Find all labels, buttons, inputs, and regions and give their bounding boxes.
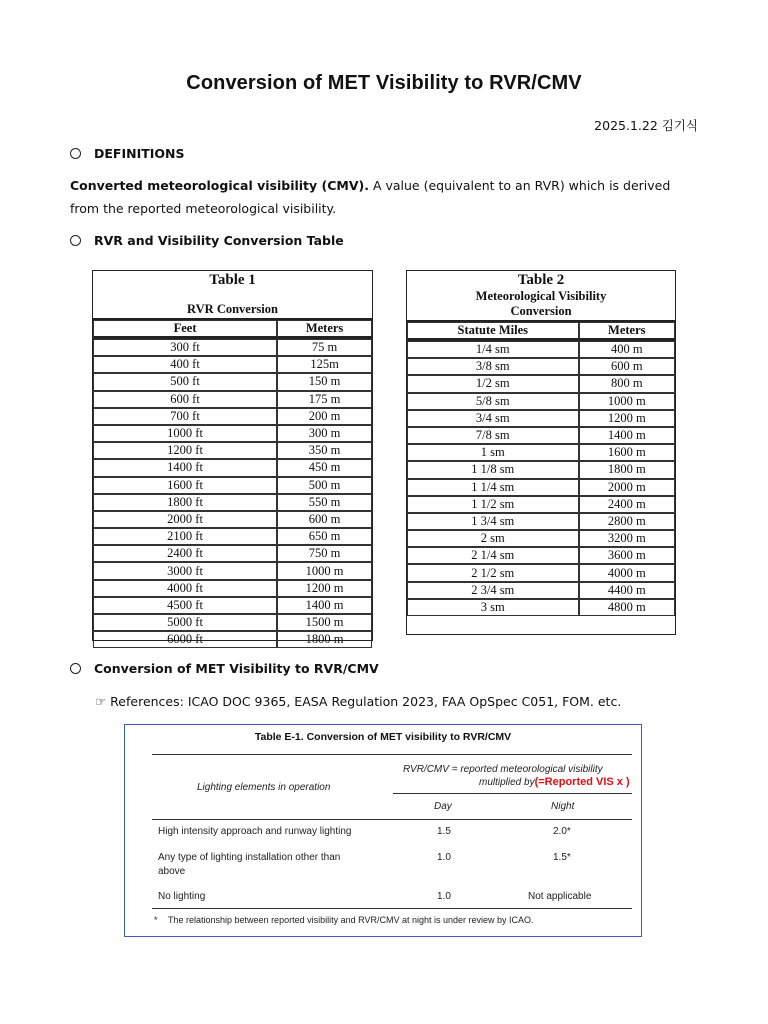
table2-cell-left: 3/4 sm <box>407 410 579 427</box>
table2-cell-left: 5/8 sm <box>407 393 579 410</box>
table1-cell-right: 1200 m <box>277 580 372 597</box>
table2-row <box>407 530 675 547</box>
row3-label: No lighting <box>158 891 206 902</box>
table2-cell-left: 1/4 sm <box>407 341 579 358</box>
row1-day: 1.5 <box>437 826 451 837</box>
table1-cell-left: 3000 ft <box>93 562 277 579</box>
table2-cell-right: 4800 m <box>579 599 675 616</box>
table2-cell-right: 3200 m <box>579 530 675 547</box>
table1-cell-left: 2100 ft <box>93 528 277 545</box>
table2-cell-right: 2000 m <box>579 479 675 496</box>
table1-cell-right: 600 m <box>277 511 372 528</box>
table2-row <box>407 461 675 478</box>
table1-cell-right: 350 m <box>277 442 372 459</box>
table1-row <box>93 494 372 511</box>
table1-row <box>93 580 372 597</box>
table2-cell-left: 1 sm <box>407 444 579 461</box>
table1-cell-right: 200 m <box>277 408 372 425</box>
table1-row <box>93 545 372 562</box>
table1-cell-left: 2000 ft <box>93 511 277 528</box>
table1-cell-left: 600 ft <box>93 391 277 408</box>
table2-cell-right: 2400 m <box>579 496 675 513</box>
formula-multiplied-by: multiplied by <box>479 777 535 788</box>
table1-cell-right: 300 m <box>277 425 372 442</box>
table1-col-meters: Meters <box>277 320 372 339</box>
table2-row <box>407 341 675 358</box>
definition-paragraph <box>70 174 700 220</box>
table1-row <box>93 459 372 476</box>
table2-cell-left: 7/8 sm <box>407 427 579 444</box>
table2-row <box>407 393 675 410</box>
table1-cell-right: 450 m <box>277 459 372 476</box>
table1-cell-right: 550 m <box>277 494 372 511</box>
bullet-circle-icon <box>70 663 81 674</box>
table2-cell-left: 1/2 sm <box>407 375 579 392</box>
table1-row <box>93 597 372 614</box>
table1-col-feet: Feet <box>93 320 277 339</box>
table1-cell-right: 1800 m <box>277 631 372 648</box>
table1-cell-right: 75 m <box>277 339 372 356</box>
table2-row <box>407 444 675 461</box>
table1-cell-right: 150 m <box>277 373 372 390</box>
table2-cell-left: 2 3/4 sm <box>407 582 579 599</box>
table2-header-row <box>407 322 675 341</box>
table1-row <box>93 425 372 442</box>
row2-day: 1.0 <box>437 852 451 863</box>
rule-header-bottom <box>152 819 632 820</box>
table1-cell-left: 400 ft <box>93 356 277 373</box>
table2-row <box>407 427 675 444</box>
table2-title: Table 2 <box>517 272 565 288</box>
table1-cell-left: 500 ft <box>93 373 277 390</box>
definition-text: A value (equivalent to an RVR) which is derived from the reported meteorological visibility. <box>70 178 671 216</box>
rvr-conversion-table <box>92 270 373 647</box>
conversion-section-heading <box>70 661 379 676</box>
table1-row <box>93 442 372 459</box>
table2-cell-right: 800 m <box>579 375 675 392</box>
table1-cell-left: 2400 ft <box>93 545 277 562</box>
table2-cell-right: 1400 m <box>579 427 675 444</box>
table2-cell-right: 3600 m <box>579 547 675 564</box>
formula-line-2 <box>479 776 630 788</box>
table1-cell-right: 1500 m <box>277 614 372 631</box>
table2-cell-right: 2800 m <box>579 513 675 530</box>
table1-row <box>93 614 372 631</box>
page-title: Conversion of MET Visibility to RVR/CMV <box>186 72 582 94</box>
table2-cell-right: 4400 m <box>579 582 675 599</box>
table2-cell-left: 2 1/2 sm <box>407 564 579 581</box>
bullet-circle-icon <box>70 235 81 246</box>
rule-mid-right <box>393 793 632 794</box>
icao-table-e1 <box>124 724 642 937</box>
table2-cell-left: 1 1/8 sm <box>407 461 579 478</box>
table1-row <box>93 373 372 390</box>
table1-row <box>93 339 372 356</box>
row3-day: 1.0 <box>437 891 451 902</box>
table1-row <box>93 631 372 648</box>
table2-row <box>407 358 675 375</box>
definitions-heading <box>70 146 185 161</box>
bullet-circle-icon <box>70 148 81 159</box>
row1-night: 2.0* <box>553 826 571 837</box>
table2-col-miles: Statute Miles <box>407 322 579 341</box>
table2-subtitle-2: Conversion <box>407 304 675 322</box>
table2-cell-left: 2 1/4 sm <box>407 547 579 564</box>
col-lighting-header: Lighting elements in operation <box>197 782 331 793</box>
table1-cell-right: 1000 m <box>277 562 372 579</box>
table2-cell-left: 1 1/4 sm <box>407 479 579 496</box>
table1-cell-left: 700 ft <box>93 408 277 425</box>
icao-table-title: Table E-1. Conversion of MET visibility to RVR/CMV <box>254 731 512 743</box>
date-author: 2025.1.22 김기식 <box>594 118 698 133</box>
table1-cell-left: 4500 ft <box>93 597 277 614</box>
table1-cell-left: 4000 ft <box>93 580 277 597</box>
table1-cell-left: 1200 ft <box>93 442 277 459</box>
table1-cell-right: 500 m <box>277 477 372 494</box>
table1-cell-left: 1000 ft <box>93 425 277 442</box>
table2-subtitle-1: Meteorological Visibility <box>475 289 607 303</box>
table1-cell-left: 1400 ft <box>93 459 277 476</box>
table2-row <box>407 375 675 392</box>
col-night-header: Night <box>551 801 575 812</box>
table1-cell-right: 175 m <box>277 391 372 408</box>
row2-night: 1.5* <box>553 852 571 863</box>
table2-row <box>407 496 675 513</box>
table1-cell-left: 300 ft <box>93 339 277 356</box>
definitions-label: DEFINITIONS <box>94 146 185 161</box>
table2-row <box>407 564 675 581</box>
table1-cell-left: 6000 ft <box>93 631 277 648</box>
table2-row <box>407 513 675 530</box>
rule-top <box>152 754 632 755</box>
table2-cell-left: 3 sm <box>407 599 579 616</box>
table1-cell-left: 1600 ft <box>93 477 277 494</box>
table2-row <box>407 547 675 564</box>
definition-term: Converted meteorological visibility (CMV). <box>70 178 369 193</box>
table1-row <box>93 528 372 545</box>
table1-subtitle: RVR Conversion <box>93 302 372 320</box>
table1-row <box>93 477 372 494</box>
row2-label-2: above <box>158 866 186 877</box>
visibility-conversion-table <box>406 270 676 635</box>
table2-row <box>407 599 675 616</box>
references-line: ☞ References: ICAO DOC 9365, EASA Regulation 2023, FAA OpSpec C051, FOM. etc. <box>95 694 622 709</box>
row2-label-1: Any type of lighting installation other than <box>158 852 341 863</box>
table1-cell-right: 1400 m <box>277 597 372 614</box>
table1-title: Table 1 <box>209 272 256 288</box>
table-section-heading <box>70 233 344 248</box>
table2-cell-right: 400 m <box>579 341 675 358</box>
table2-cell-left: 1 1/2 sm <box>407 496 579 513</box>
reported-vis-annotation: (=Reported VIS x ) <box>534 776 630 788</box>
table2-row <box>407 479 675 496</box>
table2-cell-right: 1600 m <box>579 444 675 461</box>
table-section-label: RVR and Visibility Conversion Table <box>94 233 344 248</box>
row3-night: Not applicable <box>528 891 592 902</box>
table2-row <box>407 582 675 599</box>
table2-cell-right: 600 m <box>579 358 675 375</box>
table2-cell-left: 2 sm <box>407 530 579 547</box>
table1-row <box>93 356 372 373</box>
table2-row <box>407 410 675 427</box>
table1-cell-left: 1800 ft <box>93 494 277 511</box>
table1-row <box>93 391 372 408</box>
table1-grid <box>93 320 372 648</box>
table2-col-meters: Meters <box>579 322 675 341</box>
conversion-section-label: Conversion of MET Visibility to RVR/CMV <box>94 661 379 676</box>
row1-label: High intensity approach and runway lighting <box>158 826 352 837</box>
table2-cell-right: 1200 m <box>579 410 675 427</box>
rule-bottom <box>152 908 632 909</box>
table1-cell-right: 750 m <box>277 545 372 562</box>
table2-cell-right: 1000 m <box>579 393 675 410</box>
table2-cell-right: 4000 m <box>579 564 675 581</box>
table1-row <box>93 511 372 528</box>
footnote-text: The relationship between reported visibility and RVR/CMV at night is under review by ICAO. <box>168 915 534 925</box>
table1-row <box>93 562 372 579</box>
table2-cell-left: 3/8 sm <box>407 358 579 375</box>
table1-row <box>93 408 372 425</box>
table2-cell-left: 1 3/4 sm <box>407 513 579 530</box>
table1-cell-left: 5000 ft <box>93 614 277 631</box>
table1-cell-right: 650 m <box>277 528 372 545</box>
col-day-header: Day <box>434 801 452 812</box>
table2-cell-right: 1800 m <box>579 461 675 478</box>
table1-header-row <box>93 320 372 339</box>
formula-line-1: RVR/CMV = reported meteorological visibility <box>403 764 603 775</box>
footnote-mark: * <box>154 915 158 925</box>
table1-cell-right: 125m <box>277 356 372 373</box>
table2-grid <box>407 322 675 616</box>
